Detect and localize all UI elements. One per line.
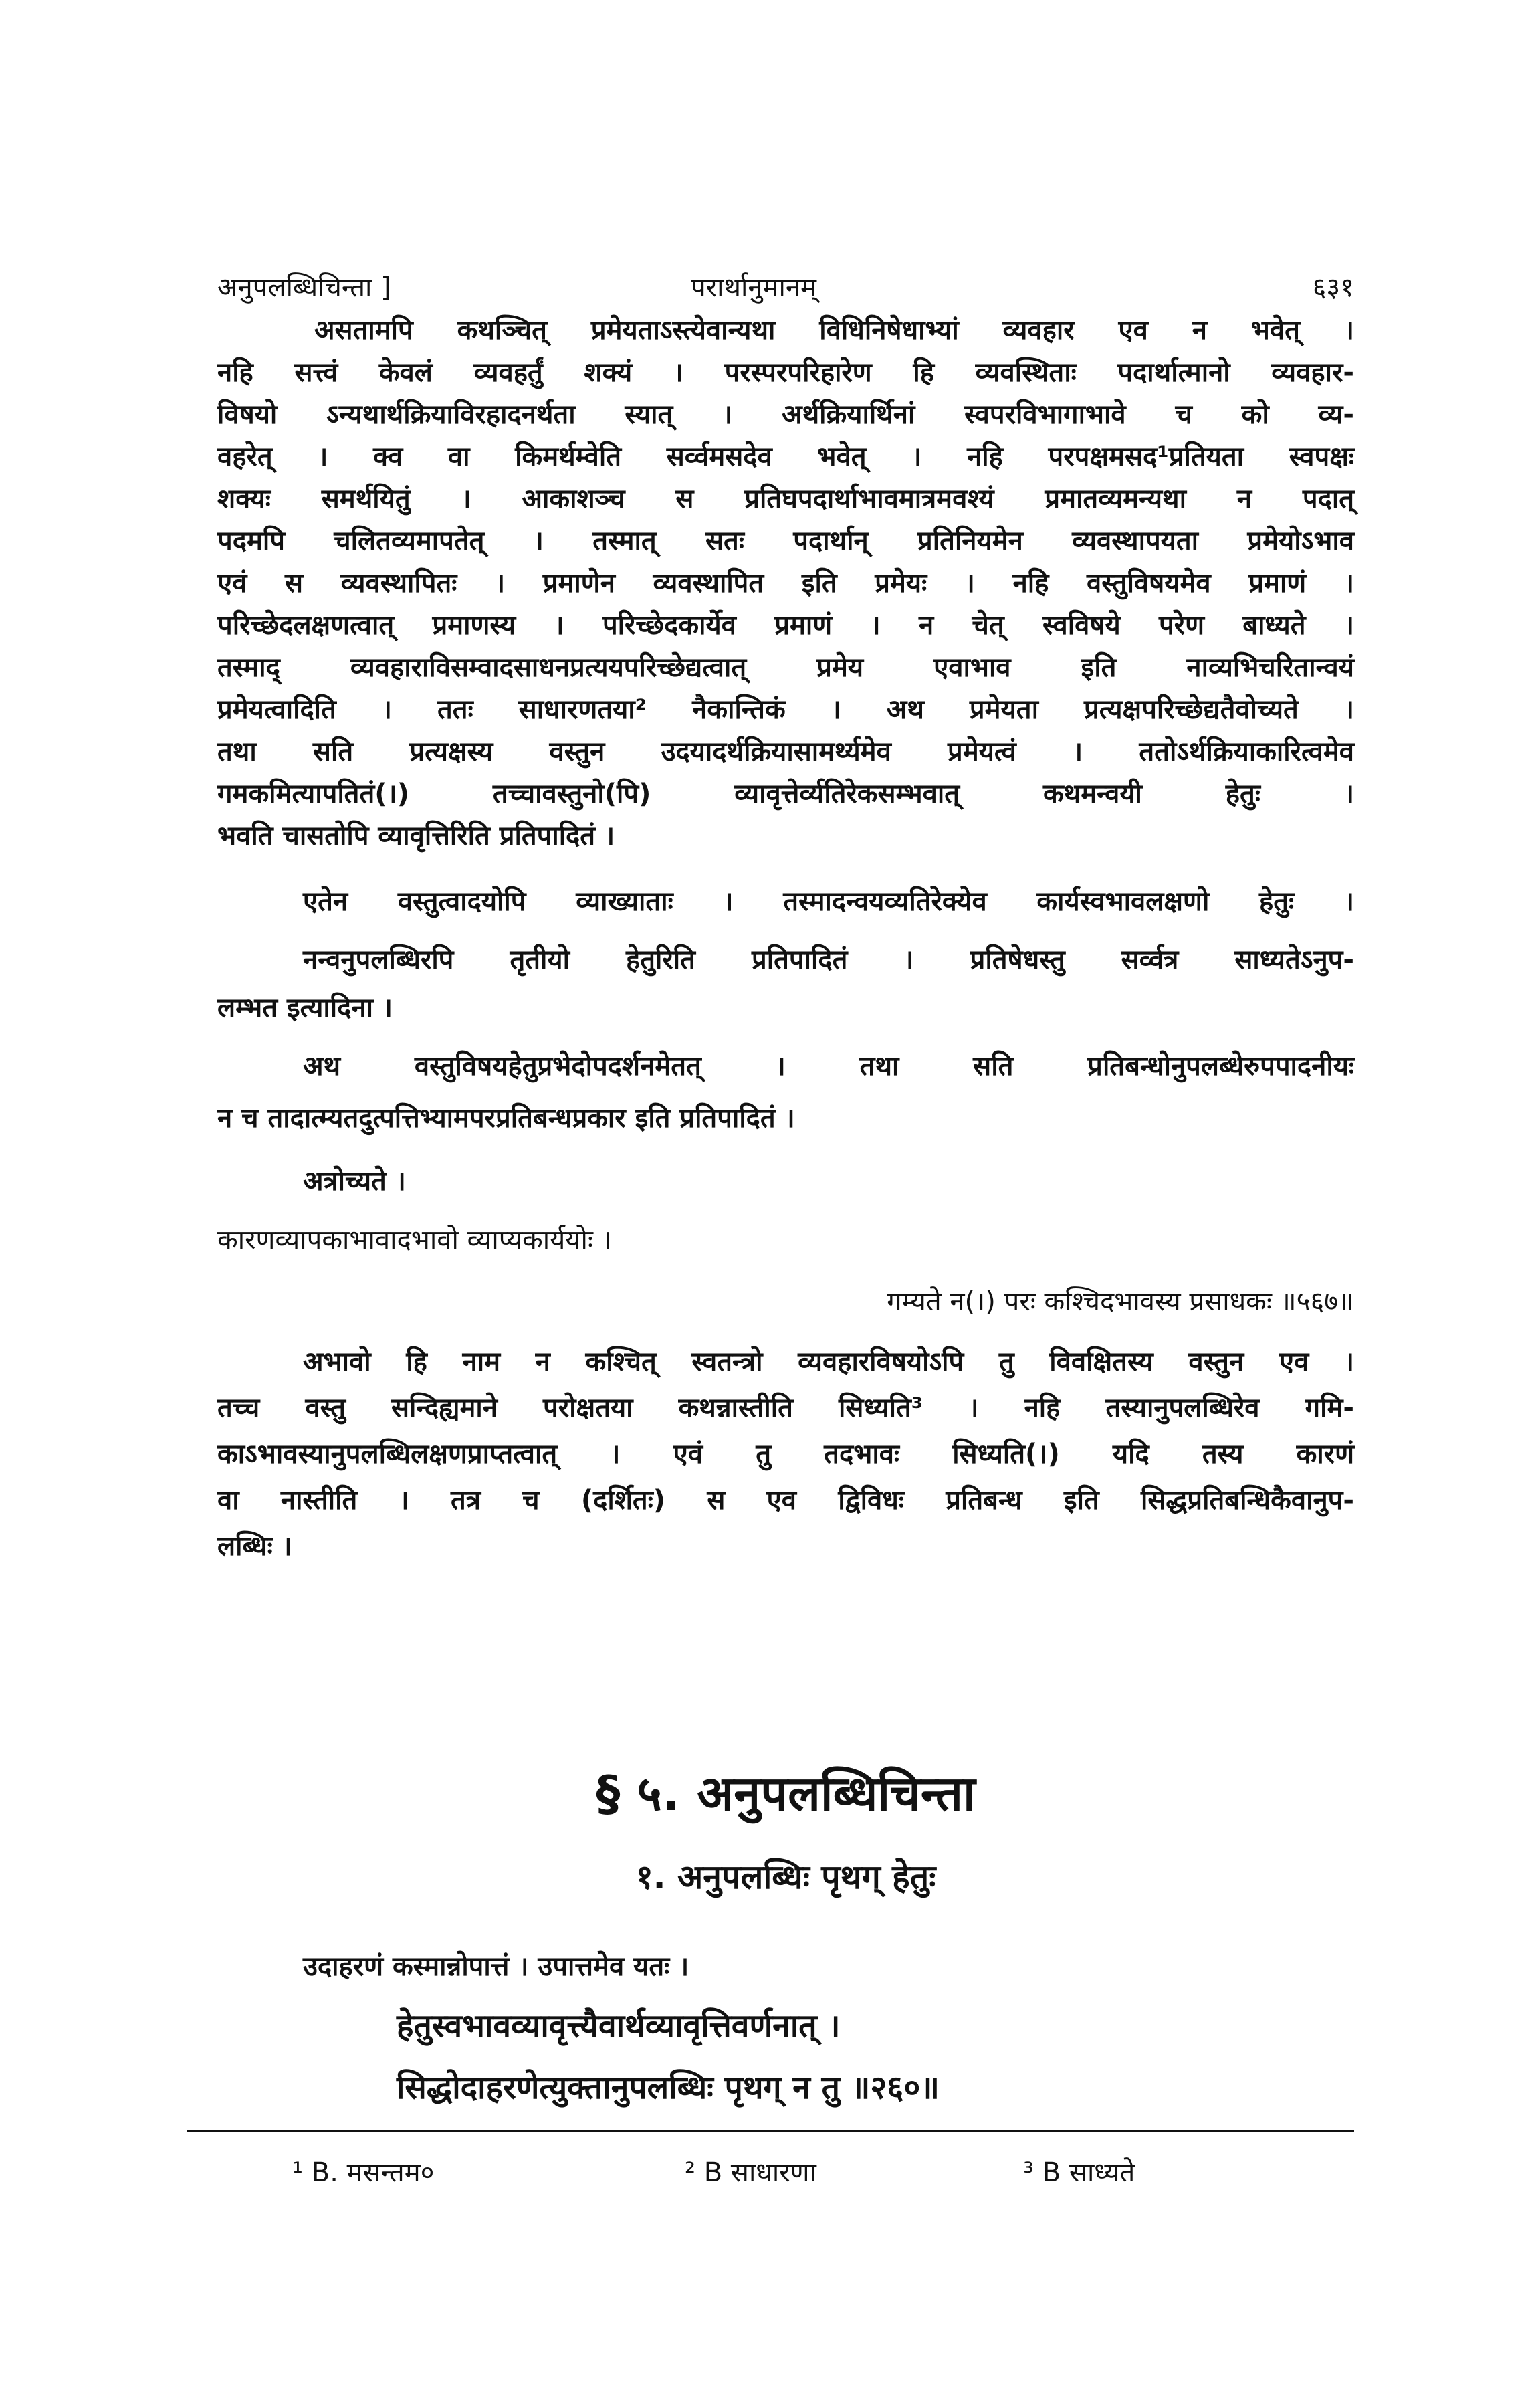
text-line: तथा सति प्रत्यक्षस्य वस्तुन उदयादर्थक्रियासामर्थ्यमेव प्रमेयत्वं । ततोऽर्थक्रियाकारित्वमेव [217,736,1354,767]
text-line: नहि सत्त्वं केवलं व्यवहर्तुं शक्यं । परस्परपरिहारेण हि व्यवस्थिताः पदार्थात्मानो व्यवहार- [217,357,1354,388]
verse-line: हेतुस्वभावव्यावृत्त्यैवार्थव्यावृत्तिवर्णनात् । [397,2007,841,2045]
text-line: काऽभावस्यानुपलब्धिलक्षणप्राप्तत्वात् । एवं तु तदभावः सिध्यति(।) यदि तस्य कारणं [217,1439,1354,1470]
text-line: लब्धिः । [217,1531,292,1562]
text-line: लम्भत इत्यादिना । [217,993,393,1023]
footnote-divider [187,2130,1354,2132]
text-line: शक्यः समर्थयितुं । आकाशञ्च स प्रतिघपदार्थाभावमात्रमवश्यं प्रमातव्यमन्यथा न पदात् [217,484,1354,514]
section-subheading: १. अनुपलब्धिः पृथग् हेतुः [635,1858,936,1896]
verse-line: गम्यते न(।) परः कश्चिदभावस्य प्रसाधकः ॥५६७॥ [887,1286,1354,1317]
footnote: ² B साधारणा [685,2157,816,2188]
verse-line: कारणव्यापकाभावादभावो व्याप्यकार्ययोः । [217,1225,612,1256]
text-line: नन्वनुपलब्धिरपि तृतीयो हेतुरिति प्रतिपादितं । प्रतिषेधस्तु सर्व्वत्र साध्यतेऽनुप- [303,944,1354,975]
text-line: पदमपि चलितव्यमापतेत् । तस्मात् सतः पदार्थान् प्रतिनियमेन व्यवस्थापयता प्रमेयोऽभाव [217,526,1354,557]
footnote: ³ B साध्यते [1023,2157,1135,2188]
text-line: न च तादात्म्यतदुत्पत्तिभ्यामपरप्रतिबन्धप्रकार इति प्रतिपादितं । [217,1103,795,1134]
section-heading: § ५. अनुपलब्धिचिन्ता [596,1765,976,1821]
text-line: वा नास्तीति । तत्र च (दर्शितः) स एव द्विविधः प्रतिबन्ध इति सिद्धप्रतिबन्धिकैवानुप- [217,1485,1354,1516]
text-line: तस्माद् व्यवहाराविसम्वादसाधनप्रत्ययपरिच्छेद्यत्वात् प्रमेय एवाभाव इति नाव्यभिचरितान्वयं [217,652,1354,683]
text-line: गमकमित्यापतितं(।) तच्चावस्तुनो(पि) व्यावृत्तेर्व्यतिरेकसम्भवात् कथमन्वयी हेतुः । [217,779,1354,809]
text-line: तच्च वस्तु सन्दिह्यमाने परोक्षतया कथन्नास्तीति सिध्यति³ । नहि तस्यानुपलब्धिरेव गमि- [217,1393,1354,1423]
text-line: भवति चासतोपि व्यावृत्तिरिति प्रतिपादितं । [217,821,615,851]
text-line: प्रमेयत्वादिति । ततः साधारणतया² नैकान्तिकं । अथ प्रमेयता प्रत्यक्षपरिच्छेद्यतैवोच्यते । [217,694,1354,725]
header-title: परार्थानुमानम् [691,272,816,303]
paragraph-5: अत्रोच्यते । [303,1166,406,1197]
text-line: अथ वस्तुविषयहेतुप्रभेदोपदर्शनमेतत् । तथा सति प्रतिबन्धोनुपलब्धेरुपपादनीयः [303,1051,1354,1082]
header-chapter: अनुपलब्धिचिन्ता ] [217,272,391,303]
text-line: एवं स व्यवस्थापितः । प्रमाणेन व्यवस्थापित इति प्रमेयः । नहि वस्तुविषयमेव प्रमाणं । [217,568,1354,599]
text-line: विषयो ऽन्यथार्थक्रियाविरहादनर्थता स्यात् । अर्थक्रियार्थिनां स्वपरविभागाभावे च को व्य- [217,399,1354,430]
footnote: ¹ B. मसन्तम० [292,2157,435,2188]
text-line: वहरेत् । क्व वा किमर्थम्वेति सर्व्वमसदेव भवेत् । नहि परपक्षमसद¹प्रतियता स्वपक्षः [217,441,1354,472]
text-line: परिच्छेदलक्षणत्वात् प्रमाणस्य । परिच्छेदकार्येव प्रमाणं । न चेत् स्वविषये परेण बाध्यते । [217,610,1354,641]
text-line: असतामपि कथञ्चित् प्रमेयताऽस्त्येवान्यथा विधिनिषेधाभ्यां व्यवहार एव न भवेत् । [314,315,1354,346]
paragraph-2: एतेन वस्तुत्वादयोपि व्याख्याताः । तस्मादन्वयव्यतिरेक्येव कार्यस्वभावलक्षणो हेतुः । [303,886,1354,917]
verse-line: सिद्धोदाहरणेत्युक्तानुपलब्धिः पृथग् न तु ॥२६०॥ [397,2069,940,2106]
page-number: ६३१ [1312,272,1354,303]
text-line: अभावो हि नाम न कश्चित् स्वतन्त्रो व्यवहारविषयोऽपि तु विवक्षितस्य वस्तुन एव । [303,1346,1354,1377]
section-intro: उदाहरणं कस्मान्नोपात्तं । उपात्तमेव यतः । [303,1951,689,1982]
